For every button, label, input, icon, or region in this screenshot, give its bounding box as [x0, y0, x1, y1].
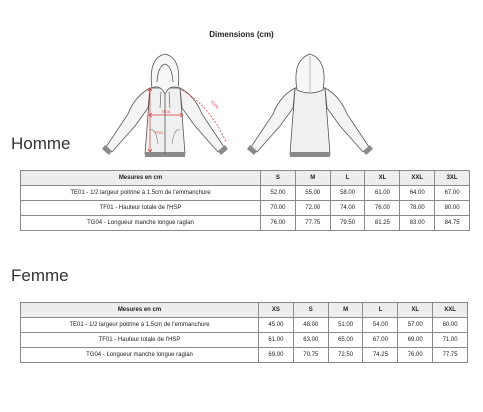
header-cell: L	[363, 303, 398, 318]
header-cell: XXL	[433, 303, 468, 318]
table-cell: 64.00	[400, 186, 435, 201]
header-cell: Mesures en cm	[21, 303, 259, 318]
hoodie-diagram	[0, 44, 483, 166]
label-te01: TE01	[161, 109, 171, 114]
table-cell: 79.50	[330, 216, 365, 231]
table-header-row	[21, 171, 470, 186]
header-cell: S	[261, 171, 296, 186]
header-cell: 3XL	[435, 171, 470, 186]
table-cell: 45.00	[259, 318, 294, 333]
table-cell: 74.00	[330, 201, 365, 216]
section-heading-homme: Homme	[11, 134, 71, 153]
section-heading-femme: Femme	[11, 266, 69, 285]
table-cell: 81.25	[365, 216, 400, 231]
table-cell: 84.75	[435, 216, 470, 231]
table-row	[21, 318, 468, 333]
header-cell: M	[295, 171, 330, 186]
table-cell: 69.00	[398, 333, 433, 348]
table-cell: 67.00	[435, 186, 470, 201]
row-label: TG04 - Longueur manche longue raglan	[21, 216, 261, 231]
table-row	[21, 333, 468, 348]
table-cell: 71.00	[433, 333, 468, 348]
header-cell: XXL	[400, 171, 435, 186]
table-cell: 72.50	[328, 348, 363, 363]
header-cell: L	[330, 171, 365, 186]
table-cell: 48.00	[293, 318, 328, 333]
hoodie-back-drawing	[251, 54, 369, 154]
row-label: TE01 - 1/2 largeur poitrine à 1.5cm de l'emmanchure	[21, 186, 261, 201]
table-cell: 70.75	[293, 348, 328, 363]
table-cell: 51.00	[328, 318, 363, 333]
row-label: TF01 - Hauteur totale de l'HSP	[21, 333, 259, 348]
table-row	[21, 186, 470, 201]
size-table-femme	[20, 302, 468, 363]
header-cell: Mesures en cm	[21, 171, 261, 186]
table-cell: 63.00	[293, 333, 328, 348]
table-cell: 61.00	[259, 333, 294, 348]
table-cell: 76.00	[398, 348, 433, 363]
table-cell: 70.00	[261, 201, 296, 216]
label-tg04: TG04	[209, 99, 220, 110]
row-label: TF01 - Hauteur totale de l'HSP	[21, 201, 261, 216]
table-cell: 61.00	[365, 186, 400, 201]
table-cell: 69.00	[259, 348, 294, 363]
table-cell: 76.00	[365, 201, 400, 216]
table-cell: 55.00	[295, 186, 330, 201]
table-row	[21, 201, 470, 216]
table-header-row	[21, 303, 468, 318]
table-cell: 54.00	[363, 318, 398, 333]
table-cell: 72.00	[295, 201, 330, 216]
header-cell: S	[293, 303, 328, 318]
table-cell: 52.00	[261, 186, 296, 201]
table-cell: 74.25	[363, 348, 398, 363]
table-cell: 58.00	[330, 186, 365, 201]
table-cell: 80.00	[435, 201, 470, 216]
table-cell: 76.00	[261, 216, 296, 231]
table-row	[21, 348, 468, 363]
row-label: TE01 - 1/2 largeur poitrine à 1.5cm de l'emmanchure	[21, 318, 259, 333]
table-cell: 60.00	[433, 318, 468, 333]
header-cell: XS	[259, 303, 294, 318]
header-cell: XL	[365, 171, 400, 186]
table-cell: 77.75	[295, 216, 330, 231]
size-table-homme	[20, 170, 470, 231]
table-row	[21, 216, 470, 231]
page-title: Dimensions (cm)	[209, 30, 274, 39]
table-cell: 65.00	[328, 333, 363, 348]
label-tf01: TF01	[154, 130, 164, 135]
table-cell: 57.00	[398, 318, 433, 333]
header-cell: XL	[398, 303, 433, 318]
table-cell: 78.00	[400, 201, 435, 216]
table-cell: 67.00	[363, 333, 398, 348]
table-cell: 77.75	[433, 348, 468, 363]
table-cell: 83.00	[400, 216, 435, 231]
row-label: TG04 - Longueur manche longue raglan	[21, 348, 259, 363]
header-cell: M	[328, 303, 363, 318]
